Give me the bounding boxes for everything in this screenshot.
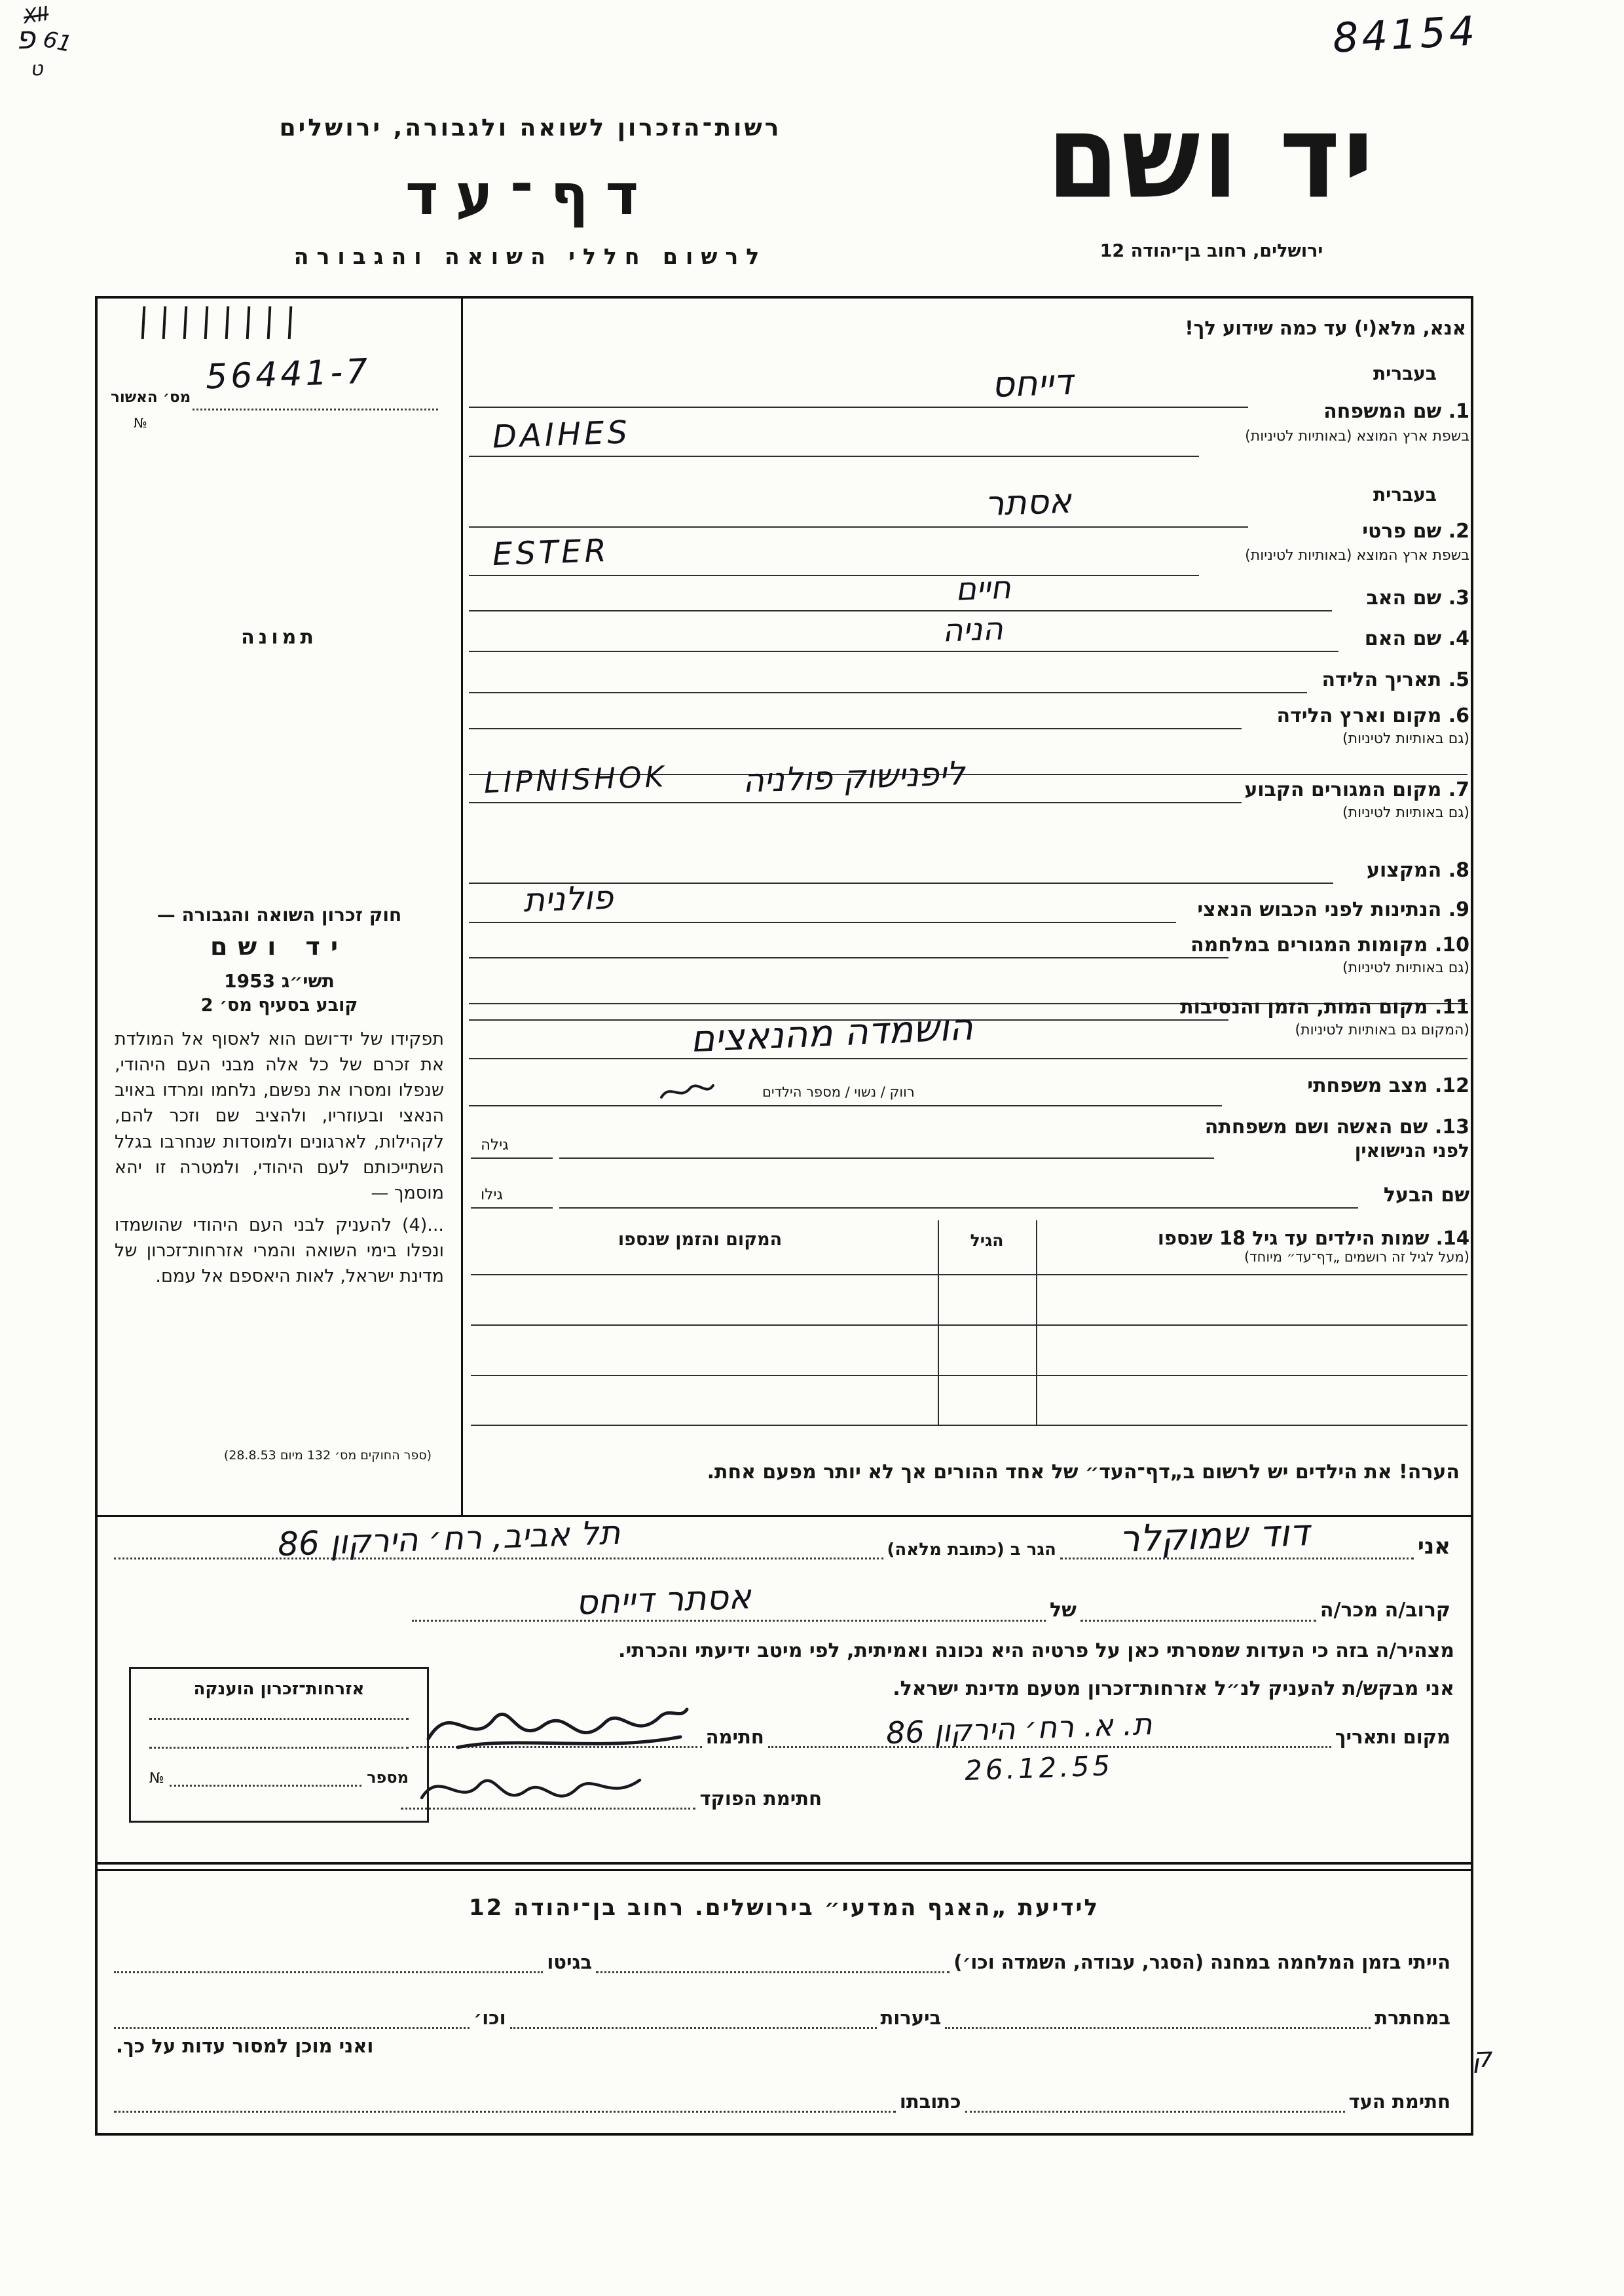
handwritten-citizenship: פולנית [523, 878, 614, 920]
witness-address-label: כתובתו [899, 2090, 961, 2113]
field-14-label-block [1044, 1227, 1469, 1265]
law-heading-line2: יד ושם [210, 932, 349, 961]
declarant-address-line [114, 1513, 883, 1564]
law-text-block [115, 1027, 444, 1289]
field-7-sublabel: (גם באותיות לטיניות) [1342, 805, 1469, 821]
declarant-row [114, 1511, 1454, 1564]
field-12-label: 12. מצב משפחתי [1307, 1074, 1469, 1097]
declaration-statement: מצהיר/ה בזה כי העדות שמסרתי כאן על פרטיה היא נכונה ואמיתית, לפי מיטב ידיעתי והכרתי. [618, 1639, 1454, 1662]
photo-placeholder-label: תמונה [241, 626, 318, 649]
handwritten-declarant-address: תל אביב, רח׳ הירקון 86 [277, 1513, 621, 1564]
ghetto-line [114, 1943, 543, 1973]
field-11-line-2 [469, 1058, 1467, 1059]
handwritten-victim-name: אסתר דייחס [575, 1577, 752, 1623]
ready-to-testify-text: ואני מוכן למסור עדות על כך. [116, 2035, 374, 2057]
field-12-line [469, 1105, 1222, 1106]
resident-at-label: הגר ב (כתובת מלאה) [887, 1540, 1056, 1559]
field-10-sublabel: (גם באותיות לטיניות) [1342, 960, 1469, 976]
relative-label: קרוב/ה מכר/ה [1320, 1599, 1450, 1622]
field-12-options: רווק / נשוי / מספר הילדים [762, 1084, 915, 1100]
children-note: הערה! את הילדים יש לרשום ב„דף־העד״ של אחד ההורים אך לא יותר מפעם אחת. [707, 1461, 1460, 1484]
field-3-label: 3. שם האב [1366, 587, 1469, 610]
law-heading-line4: קובע בסעיף מס׳ 2 [200, 995, 358, 1015]
field-13-label-2: לפני הנישואין [1354, 1140, 1469, 1161]
field-11-label: 11. מקום המות, הזמן והנסיבות [1180, 996, 1469, 1019]
field-9-line [469, 922, 1176, 923]
handwritten-declarant-name: דוד שמוקלר [1118, 1511, 1310, 1561]
camp-line [596, 1943, 950, 1973]
field-2-sublabel: בשפת ארץ המוצא (באותיות לטיניות) [1245, 547, 1469, 564]
field-8-label: 8. המקצוע [1367, 859, 1469, 882]
etc-line [114, 1999, 470, 2029]
signature-label: חתימה [705, 1726, 764, 1748]
memorial-citizenship-title: אזרחות־זכרון הוענקה [193, 1679, 365, 1699]
field-4-line [469, 651, 1338, 652]
handwritten-first-name-hebrew: אסתר [984, 481, 1073, 524]
approval-number-label: מס׳ האשור [111, 389, 191, 406]
underground-label: במחתרת [1375, 2007, 1450, 2029]
field-9-label: 9. הנתינות לפני הכבוש הנאצי [1197, 898, 1469, 921]
field-13-label: 13. שם האשה ושם משפחתה [1204, 1116, 1469, 1139]
field-6-label: 6. מקום וארץ הלידה [1276, 704, 1469, 727]
handwritten-approval-number: 56441-7 [205, 352, 372, 397]
law-heading-line3: תשי״ג 1953 [224, 970, 335, 992]
yad-vashem-logo: יד ושם [1046, 89, 1376, 225]
handwritten-residence-hebrew: ליפנישוק פולניה [742, 754, 966, 800]
form-body [95, 296, 1473, 2136]
field-1-line-hebrew [469, 407, 1248, 408]
his-age-line [471, 1207, 553, 1209]
children-table-row-line-1 [471, 1274, 1467, 1275]
witness-address-line [114, 2083, 896, 2113]
form-intro: אנא, מלא(י) עד כמה שידוע לך! [1185, 317, 1466, 339]
pencil-mark-pe: פ [15, 19, 36, 57]
form-subtitle: לרשום חללי השואה והגבורה [293, 244, 767, 269]
handwritten-father-name: חיים [955, 569, 1012, 608]
relation-row [412, 1577, 1454, 1623]
field-10-line [469, 957, 1228, 958]
husband-name-line [559, 1207, 1358, 1209]
field-5-label: 5. תאריך הלידה [1321, 668, 1469, 691]
her-age-line [471, 1157, 553, 1159]
etc-label: וכו׳ [473, 2007, 506, 2029]
field-14-label: 14. שמות הילדים עד גיל 18 שנספו [1157, 1227, 1469, 1249]
children-table-vline-1 [938, 1220, 939, 1425]
handwritten-mother-name: הניה [942, 610, 1004, 649]
camp-label: הייתי בזמן המלחמה במחנה (הסגר, עבודה, השמדה וכו׳) [953, 1951, 1450, 1973]
witness-signature-row [114, 2083, 1454, 2113]
law-heading-line1: חוק זכרון השואה והגבורה — [157, 904, 402, 926]
scientific-branch-heading: לידיעת „האגף המדעי״ בירושלים. רחוב בן־יהודה 12 [468, 1895, 1100, 1921]
children-table-row-line-4 [471, 1425, 1467, 1426]
handwritten-place-date: ת. א. רח׳ הירקון 86 [885, 1705, 1153, 1751]
memorial-citizenship-number-row [149, 1768, 409, 1787]
field-6-line [469, 728, 1242, 729]
tally-marks [124, 306, 291, 339]
field-4-label: 4. שם האם [1364, 627, 1469, 650]
declarant-name-line [1060, 1511, 1414, 1561]
field-1-sublabel: בשפת ארץ המוצא (באותיות לטיניות) [1245, 428, 1469, 445]
place-date-label: מקום ותאריך [1335, 1726, 1450, 1748]
double-rule [98, 1862, 1471, 1871]
forests-line [510, 1999, 877, 2029]
field-7-line [469, 802, 1242, 803]
file-number-annotation: 84154 [1331, 7, 1479, 62]
field-2-line-hebrew [469, 526, 1248, 528]
authority-name: רשות־הזכרון לשואה ולגבורה, ירושלים [279, 115, 782, 141]
children-table-place-header: המקום והזמן שנספו [618, 1230, 783, 1250]
underground-forests-row [114, 1999, 1454, 2029]
handwritten-date: 26.12.55 [963, 1749, 1114, 1787]
of-label: של [1050, 1599, 1077, 1622]
underground-line [945, 1999, 1371, 2029]
field-6-sublabel: (גם באותיות לטיניות) [1342, 731, 1469, 747]
field-5-line [469, 692, 1307, 693]
sidebar-column [98, 299, 461, 1515]
memorial-number-label: מספר [367, 1768, 409, 1787]
approval-number-line [193, 409, 438, 410]
law-text-paragraph-2: ...(4) להעניק לבני העם היהודי שהושמדו ונפלו בימי השואה והמרי אזרחות־זכרון של מדינת ישראל, לאות היאספם אל עמם. [115, 1214, 444, 1287]
clerk-signature-row [401, 1779, 826, 1810]
memorial-citizenship-box [129, 1667, 429, 1823]
pencil-mark-61: 61 [41, 26, 74, 58]
handwritten-death-circumstances: הושמדה מהנאצים [689, 1006, 974, 1061]
forests-label: ביערות [880, 2007, 942, 2029]
victim-name-line [412, 1577, 1046, 1623]
clerk-signature-label: חתימת הפוקד [699, 1787, 822, 1810]
pencil-mark-tet: ט [29, 57, 44, 81]
memorial-no-symbol: № [149, 1770, 164, 1787]
camp-ghetto-row [114, 1943, 1454, 1973]
memorial-citizenship-line-2 [149, 1745, 409, 1749]
law-text-paragraph: תפקידו של יד־ושם הוא לאסוף אל המולדת את זכרם של כל אלה מבני העם היהודי, שנפלו ומסרו את נפשם, נלחמו ומרדו באויב הנאצי ובעוזריו, ולהציב שם וזכר להם, לקהילות, לארגונים ולמוסדות שנחרבו בגלל השתייכותם לעם היהודי, ולמטרה זו יהא מוסמך — [115, 1029, 444, 1203]
handwritten-first-name-latin: ESTER [492, 532, 610, 574]
memorial-number-line [170, 1768, 361, 1787]
pencil-side-mark: ק [1471, 2041, 1492, 2074]
field-2-label: 2. שם פרטי [1362, 520, 1469, 543]
field-1-line-latin [469, 456, 1199, 457]
approval-no-symbol: № [134, 415, 147, 431]
field-14-sublabel: (מעל לגיל זה רושמים „דף־עד״ מיוחד) [1244, 1249, 1469, 1265]
witness-signature-line [965, 2083, 1345, 2113]
place-date-line [768, 1705, 1331, 1787]
field-3-line [469, 610, 1332, 611]
relation-line [1080, 1592, 1316, 1622]
ghetto-label: בגיטו [547, 1951, 593, 1973]
form-title: דף־עד [405, 162, 656, 228]
field-7-label: 7. מקום המגורים הקבוע [1244, 778, 1469, 801]
handwritten-marital-scribble [657, 1079, 716, 1105]
field-1-hebrew-label: בעברית [1373, 363, 1437, 384]
signature-line [412, 1718, 702, 1748]
field-11-sublabel: (המקום גם באותיות לטיניות) [1295, 1022, 1469, 1038]
handwritten-residence-latin: LIPNISHOK [483, 760, 668, 800]
clerk-signature-scribble [414, 1762, 650, 1814]
field-10-label: 10. מקומות המגורים במלחמה [1190, 934, 1469, 957]
pencil-roman-numeral: XII [22, 2, 50, 29]
place-date-signature-row [412, 1705, 1454, 1787]
husband-name-label: שם הבעל [1383, 1184, 1469, 1207]
clerk-signature-line [401, 1779, 695, 1810]
fields-column [461, 299, 1476, 1515]
children-table-row-line-2 [471, 1324, 1467, 1326]
children-table-vline-2 [1036, 1220, 1037, 1425]
memorial-citizenship-line-1 [149, 1716, 409, 1720]
his-age-label: גילו [481, 1186, 503, 1203]
children-table-row-line-3 [471, 1375, 1467, 1376]
logo-address: ירושלים, רחוב בן־יהודה 12 [1099, 241, 1323, 261]
handwritten-family-name-hebrew: דייחס [990, 361, 1074, 406]
i-label: אני [1417, 1533, 1450, 1559]
declarant-signature-scribble [418, 1690, 693, 1755]
her-age-label: גילה [481, 1137, 509, 1154]
witness-signature-label: חתימת העד [1348, 2090, 1450, 2113]
field-13-line [559, 1157, 1214, 1159]
field-2-hebrew-label: בעברית [1373, 484, 1437, 505]
law-footnote: (ספר החוקים מס׳ 132 מיום 28.8.53) [223, 1448, 432, 1463]
field-1-label: 1. שם המשפחה [1323, 400, 1469, 423]
field-2-line-latin [469, 575, 1199, 576]
children-table-age-header: הגיל [970, 1231, 1004, 1250]
handwritten-family-name-latin: DAIHES [492, 414, 631, 456]
citizenship-request-statement: אני מבקש/ת להעניק לנ״ל אזרחות־זכרון מטעם מדינת ישראל. [893, 1677, 1454, 1700]
